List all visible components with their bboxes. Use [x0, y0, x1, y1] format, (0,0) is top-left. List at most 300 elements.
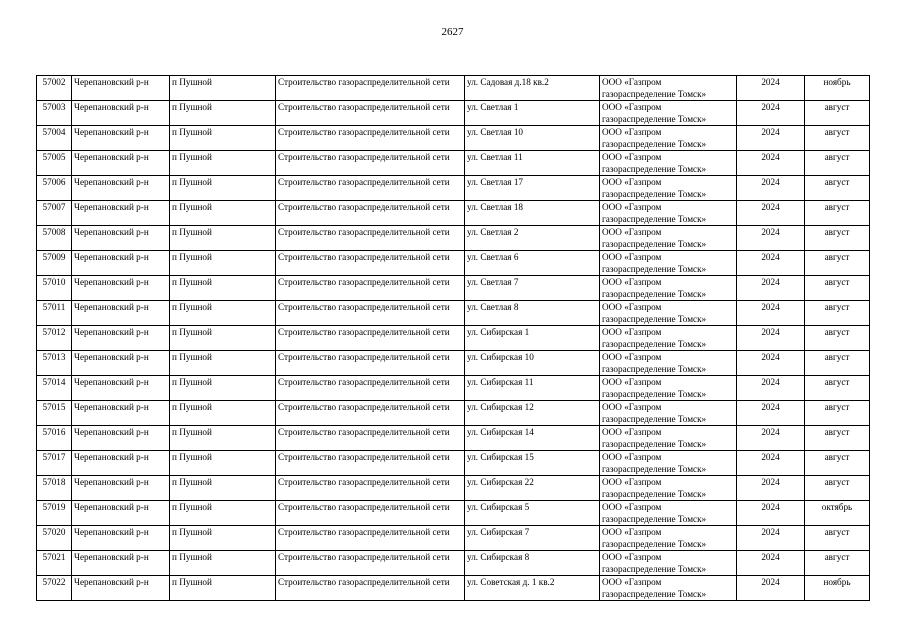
- cell-organization: [600, 401, 737, 426]
- cell-district: [72, 226, 170, 251]
- cell-month-text: август: [824, 177, 850, 187]
- cell-year-text: 2024: [761, 152, 780, 162]
- cell-year: [737, 526, 805, 551]
- cell-year: [737, 501, 805, 526]
- table-row: [37, 151, 870, 176]
- cell-organization: [600, 251, 737, 276]
- cell-organization: [600, 151, 737, 176]
- cell-work-type: [276, 76, 465, 101]
- table-row: [37, 251, 870, 276]
- cell-address-text: ул. Сибирская 22: [467, 477, 534, 487]
- cell-organization-text: газораспределение Томск»: [602, 164, 707, 174]
- cell-id: [37, 351, 72, 376]
- cell-year: [737, 451, 805, 476]
- cell-id: [37, 376, 72, 401]
- cell-locality: [170, 151, 276, 176]
- cell-address-text: ул. Светлая 7: [467, 277, 519, 287]
- cell-work-type-text: Строительство газораспределительной сети: [278, 102, 450, 112]
- cell-organization: [600, 276, 737, 301]
- cell-organization-text: газораспределение Томск»: [602, 514, 707, 524]
- cell-month: [805, 426, 870, 451]
- cell-id-text: 57015: [42, 402, 66, 412]
- cell-work-type: [276, 151, 465, 176]
- cell-address: [465, 176, 600, 201]
- cell-id-text: 57005: [42, 152, 66, 162]
- cell-district: [72, 426, 170, 451]
- cell-organization-text: ООО «Газпром: [602, 277, 662, 287]
- cell-organization-text: ООО «Газпром: [602, 427, 662, 437]
- cell-work-type: [276, 551, 465, 576]
- cell-month-text: август: [824, 402, 850, 412]
- cell-work-type: [276, 351, 465, 376]
- cell-month-text: ноябрь: [823, 577, 851, 587]
- cell-organization-text: газораспределение Томск»: [602, 114, 707, 124]
- cell-month: [805, 76, 870, 101]
- cell-year: [737, 101, 805, 126]
- cell-month: [805, 526, 870, 551]
- cell-year-text: 2024: [761, 227, 780, 237]
- cell-organization: [600, 101, 737, 126]
- cell-year: [737, 176, 805, 201]
- cell-organization-text: газораспределение Томск»: [602, 364, 707, 374]
- cell-district-text: Черепановский р-н: [74, 202, 149, 212]
- cell-district-text: Черепановский р-н: [74, 277, 149, 287]
- table-row: [37, 226, 870, 251]
- table-row: [37, 376, 870, 401]
- cell-organization: [600, 201, 737, 226]
- cell-organization-text: газораспределение Томск»: [602, 314, 707, 324]
- cell-organization: [600, 501, 737, 526]
- cell-locality-text: п Пушной: [172, 377, 212, 387]
- cell-organization: [600, 526, 737, 551]
- cell-year-text: 2024: [761, 102, 780, 112]
- cell-address-text: ул. Сибирская 11: [467, 377, 534, 387]
- cell-organization-text: газораспределение Томск»: [602, 139, 707, 149]
- cell-locality-text: п Пушной: [172, 502, 212, 512]
- cell-locality: [170, 426, 276, 451]
- cell-month-text: август: [824, 552, 850, 562]
- cell-month-text: август: [824, 352, 850, 362]
- registry-rows: [37, 76, 870, 601]
- cell-district-text: Черепановский р-н: [74, 577, 149, 587]
- cell-address-text: ул. Светлая 18: [467, 202, 524, 212]
- cell-locality-text: п Пушной: [172, 427, 212, 437]
- cell-district: [72, 251, 170, 276]
- cell-year-text: 2024: [761, 527, 780, 537]
- cell-locality: [170, 201, 276, 226]
- table-row: [37, 126, 870, 151]
- cell-district-text: Черепановский р-н: [74, 552, 149, 562]
- cell-organization-text: ООО «Газпром: [602, 327, 662, 337]
- cell-year-text: 2024: [761, 452, 780, 462]
- cell-address: [465, 276, 600, 301]
- cell-work-type-text: Строительство газораспределительной сети: [278, 202, 450, 212]
- cell-id: [37, 476, 72, 501]
- cell-month-text: август: [824, 452, 850, 462]
- cell-month: [805, 276, 870, 301]
- cell-month-text: август: [824, 127, 850, 137]
- cell-id-text: 57021: [42, 552, 66, 562]
- cell-organization-text: ООО «Газпром: [602, 127, 662, 137]
- cell-address: [465, 101, 600, 126]
- cell-organization-text: ООО «Газпром: [602, 227, 662, 237]
- cell-district-text: Черепановский р-н: [74, 252, 149, 262]
- cell-organization-text: ООО «Газпром: [602, 452, 662, 462]
- cell-month: [805, 376, 870, 401]
- table-row: [37, 101, 870, 126]
- cell-locality-text: п Пушной: [172, 202, 212, 212]
- cell-work-type-text: Строительство газораспределительной сети: [278, 127, 450, 137]
- cell-month: [805, 176, 870, 201]
- cell-id-text: 57012: [42, 327, 66, 337]
- cell-id-text: 57016: [42, 427, 66, 437]
- cell-work-type-text: Строительство газораспределительной сети: [278, 427, 450, 437]
- cell-district: [72, 76, 170, 101]
- cell-month-text: август: [824, 377, 850, 387]
- cell-id-text: 57014: [42, 377, 66, 387]
- cell-id: [37, 576, 72, 601]
- table-row: [37, 401, 870, 426]
- cell-district: [72, 151, 170, 176]
- cell-district-text: Черепановский р-н: [74, 402, 149, 412]
- cell-year-text: 2024: [761, 77, 780, 87]
- cell-id-text: 57010: [42, 277, 66, 287]
- cell-id-text: 57003: [42, 102, 66, 112]
- cell-organization-text: газораспределение Томск»: [602, 289, 707, 299]
- cell-address: [465, 376, 600, 401]
- table-row: [37, 526, 870, 551]
- table-row: [37, 201, 870, 226]
- cell-organization-text: ООО «Газпром: [602, 252, 662, 262]
- cell-work-type-text: Строительство газораспределительной сети: [278, 302, 450, 312]
- cell-organization: [600, 301, 737, 326]
- cell-work-type: [276, 126, 465, 151]
- cell-year: [737, 351, 805, 376]
- cell-locality-text: п Пушной: [172, 402, 212, 412]
- cell-year: [737, 201, 805, 226]
- cell-year: [737, 376, 805, 401]
- cell-month-text: август: [824, 252, 850, 262]
- cell-id-text: 57002: [42, 77, 66, 87]
- cell-locality: [170, 301, 276, 326]
- cell-organization-text: ООО «Газпром: [602, 77, 662, 87]
- cell-month: [805, 351, 870, 376]
- cell-month-text: август: [824, 427, 850, 437]
- cell-address: [465, 201, 600, 226]
- cell-address-text: ул. Сибирская 14: [467, 427, 534, 437]
- cell-month-text: ноябрь: [823, 77, 851, 87]
- table-row: [37, 476, 870, 501]
- cell-address-text: ул. Светлая 17: [467, 177, 524, 187]
- cell-organization-text: ООО «Газпром: [602, 577, 662, 587]
- cell-locality: [170, 126, 276, 151]
- cell-locality: [170, 401, 276, 426]
- cell-organization-text: ООО «Газпром: [602, 377, 662, 387]
- cell-month: [805, 126, 870, 151]
- cell-id-text: 57022: [42, 577, 66, 587]
- cell-year: [737, 576, 805, 601]
- cell-id: [37, 301, 72, 326]
- cell-id: [37, 126, 72, 151]
- cell-address-text: ул. Светлая 8: [467, 302, 519, 312]
- cell-address-text: ул. Сибирская 7: [467, 527, 530, 537]
- cell-address-text: ул. Сибирская 12: [467, 402, 534, 412]
- cell-district: [72, 176, 170, 201]
- cell-id-text: 57018: [42, 477, 66, 487]
- cell-id: [37, 526, 72, 551]
- cell-district: [72, 476, 170, 501]
- cell-work-type: [276, 576, 465, 601]
- cell-address-text: ул. Сибирская 15: [467, 452, 534, 462]
- cell-address: [465, 251, 600, 276]
- cell-month-text: август: [824, 152, 850, 162]
- cell-work-type-text: Строительство газораспределительной сети: [278, 277, 450, 287]
- cell-work-type: [276, 476, 465, 501]
- cell-address-text: ул. Советская д. 1 кв.2: [467, 577, 555, 587]
- cell-district: [72, 551, 170, 576]
- cell-address-text: ул. Светлая 2: [467, 227, 519, 237]
- cell-locality: [170, 576, 276, 601]
- cell-locality-text: п Пушной: [172, 252, 212, 262]
- cell-locality-text: п Пушной: [172, 77, 212, 87]
- cell-work-type-text: Строительство газораспределительной сети: [278, 177, 450, 187]
- cell-organization-text: ООО «Газпром: [602, 527, 662, 537]
- cell-year: [737, 251, 805, 276]
- cell-locality-text: п Пушной: [172, 152, 212, 162]
- cell-locality-text: п Пушной: [172, 527, 212, 537]
- cell-organization: [600, 126, 737, 151]
- cell-id-text: 57008: [42, 227, 66, 237]
- cell-organization-text: ООО «Газпром: [602, 302, 662, 312]
- cell-address: [465, 526, 600, 551]
- cell-organization-text: газораспределение Томск»: [602, 414, 707, 424]
- cell-address: [465, 326, 600, 351]
- cell-work-type-text: Строительство газораспределительной сети: [278, 452, 450, 462]
- cell-district: [72, 276, 170, 301]
- cell-month-text: октябрь: [821, 502, 853, 512]
- cell-work-type-text: Строительство газораспределительной сети: [278, 77, 450, 87]
- cell-organization-text: ООО «Газпром: [602, 202, 662, 212]
- cell-address: [465, 551, 600, 576]
- cell-work-type: [276, 176, 465, 201]
- cell-locality-text: п Пушной: [172, 127, 212, 137]
- cell-district-text: Черепановский р-н: [74, 152, 149, 162]
- cell-address: [465, 426, 600, 451]
- cell-district: [72, 576, 170, 601]
- cell-work-type-text: Строительство газораспределительной сети: [278, 477, 450, 487]
- cell-district-text: Черепановский р-н: [74, 377, 149, 387]
- cell-organization-text: ООО «Газпром: [602, 102, 662, 112]
- cell-year-text: 2024: [761, 427, 780, 437]
- cell-month: [805, 251, 870, 276]
- cell-organization: [600, 76, 737, 101]
- cell-id: [37, 151, 72, 176]
- cell-month: [805, 501, 870, 526]
- cell-year-text: 2024: [761, 577, 780, 587]
- cell-work-type: [276, 526, 465, 551]
- cell-district: [72, 401, 170, 426]
- cell-organization: [600, 351, 737, 376]
- cell-work-type-text: Строительство газораспределительной сети: [278, 252, 450, 262]
- cell-locality: [170, 101, 276, 126]
- cell-id-text: 57004: [42, 127, 66, 137]
- cell-year: [737, 76, 805, 101]
- cell-month-text: август: [824, 302, 850, 312]
- cell-month-text: август: [824, 227, 850, 237]
- cell-organization-text: ООО «Газпром: [602, 402, 662, 412]
- cell-address: [465, 301, 600, 326]
- cell-month: [805, 451, 870, 476]
- cell-address: [465, 501, 600, 526]
- registry-table: [36, 75, 870, 601]
- table-row: [37, 351, 870, 376]
- cell-year: [737, 126, 805, 151]
- cell-month: [805, 326, 870, 351]
- cell-id-text: 57017: [42, 452, 66, 462]
- cell-month: [805, 201, 870, 226]
- cell-address-text: ул. Сибирская 10: [467, 352, 534, 362]
- cell-locality-text: п Пушной: [172, 227, 212, 237]
- cell-id-text: 57019: [42, 502, 66, 512]
- cell-work-type-text: Строительство газораспределительной сети: [278, 502, 450, 512]
- cell-organization: [600, 326, 737, 351]
- cell-district: [72, 526, 170, 551]
- cell-locality-text: п Пушной: [172, 277, 212, 287]
- cell-locality: [170, 451, 276, 476]
- cell-year-text: 2024: [761, 552, 780, 562]
- cell-work-type-text: Строительство газораспределительной сети: [278, 227, 450, 237]
- cell-work-type: [276, 301, 465, 326]
- cell-address: [465, 401, 600, 426]
- cell-locality-text: п Пушной: [172, 577, 212, 587]
- page-number: 2627: [441, 26, 464, 38]
- cell-address: [465, 126, 600, 151]
- cell-organization: [600, 176, 737, 201]
- cell-id: [37, 501, 72, 526]
- cell-id: [37, 451, 72, 476]
- cell-district-text: Черепановский р-н: [74, 327, 149, 337]
- cell-year: [737, 151, 805, 176]
- cell-month: [805, 151, 870, 176]
- cell-locality-text: п Пушной: [172, 102, 212, 112]
- cell-organization: [600, 451, 737, 476]
- cell-address: [465, 151, 600, 176]
- cell-year: [737, 476, 805, 501]
- cell-locality: [170, 551, 276, 576]
- cell-month: [805, 551, 870, 576]
- cell-address-text: ул. Сибирская 1: [467, 327, 530, 337]
- cell-organization-text: газораспределение Томск»: [602, 214, 707, 224]
- cell-id: [37, 76, 72, 101]
- cell-month: [805, 301, 870, 326]
- cell-organization-text: газораспределение Томск»: [602, 264, 707, 274]
- cell-locality: [170, 76, 276, 101]
- cell-work-type: [276, 251, 465, 276]
- cell-organization-text: газораспределение Томск»: [602, 339, 707, 349]
- cell-year-text: 2024: [761, 402, 780, 412]
- cell-organization-text: газораспределение Томск»: [602, 489, 707, 499]
- table-row: [37, 551, 870, 576]
- cell-district-text: Черепановский р-н: [74, 102, 149, 112]
- cell-month-text: август: [824, 277, 850, 287]
- cell-year-text: 2024: [761, 502, 780, 512]
- cell-organization-text: газораспределение Томск»: [602, 539, 707, 549]
- cell-month-text: август: [824, 327, 850, 337]
- cell-id: [37, 226, 72, 251]
- cell-year-text: 2024: [761, 252, 780, 262]
- cell-work-type: [276, 201, 465, 226]
- cell-locality: [170, 251, 276, 276]
- cell-year: [737, 551, 805, 576]
- cell-address-text: ул. Светлая 11: [467, 152, 523, 162]
- cell-organization-text: ООО «Газпром: [602, 477, 662, 487]
- cell-year: [737, 426, 805, 451]
- cell-year-text: 2024: [761, 127, 780, 137]
- cell-locality-text: п Пушной: [172, 477, 212, 487]
- cell-year-text: 2024: [761, 177, 780, 187]
- table-row: [37, 576, 870, 601]
- cell-id: [37, 251, 72, 276]
- cell-address-text: ул. Сибирская 5: [467, 502, 530, 512]
- cell-address: [465, 76, 600, 101]
- cell-locality-text: п Пушной: [172, 177, 212, 187]
- table-row: [37, 451, 870, 476]
- cell-organization-text: ООО «Газпром: [602, 177, 662, 187]
- table-row: [37, 501, 870, 526]
- cell-locality-text: п Пушной: [172, 452, 212, 462]
- cell-organization: [600, 426, 737, 451]
- cell-district-text: Черепановский р-н: [74, 302, 149, 312]
- cell-organization-text: газораспределение Томск»: [602, 464, 707, 474]
- cell-year: [737, 326, 805, 351]
- cell-district: [72, 201, 170, 226]
- cell-month: [805, 226, 870, 251]
- cell-address-text: ул. Светлая 10: [467, 127, 524, 137]
- cell-work-type: [276, 101, 465, 126]
- cell-work-type: [276, 401, 465, 426]
- cell-organization-text: газораспределение Томск»: [602, 89, 707, 99]
- cell-district-text: Черепановский р-н: [74, 477, 149, 487]
- cell-id-text: 57013: [42, 352, 66, 362]
- cell-locality-text: п Пушной: [172, 327, 212, 337]
- cell-district: [72, 301, 170, 326]
- cell-year-text: 2024: [761, 327, 780, 337]
- cell-address: [465, 226, 600, 251]
- cell-organization-text: газораспределение Томск»: [602, 239, 707, 249]
- cell-work-type: [276, 376, 465, 401]
- cell-year-text: 2024: [761, 277, 780, 287]
- cell-work-type: [276, 451, 465, 476]
- cell-district: [72, 451, 170, 476]
- cell-work-type-text: Строительство газораспределительной сети: [278, 577, 450, 587]
- cell-month-text: август: [824, 102, 850, 112]
- cell-id-text: 57007: [42, 202, 66, 212]
- cell-work-type: [276, 226, 465, 251]
- cell-district-text: Черепановский р-н: [74, 527, 149, 537]
- cell-locality: [170, 176, 276, 201]
- cell-district-text: Черепановский р-н: [74, 352, 149, 362]
- cell-locality: [170, 226, 276, 251]
- cell-locality-text: п Пушной: [172, 352, 212, 362]
- cell-organization: [600, 376, 737, 401]
- cell-work-type-text: Строительство газораспределительной сети: [278, 352, 450, 362]
- cell-id: [37, 326, 72, 351]
- cell-address: [465, 476, 600, 501]
- cell-year-text: 2024: [761, 202, 780, 212]
- cell-locality: [170, 526, 276, 551]
- cell-month: [805, 101, 870, 126]
- table-row: [37, 176, 870, 201]
